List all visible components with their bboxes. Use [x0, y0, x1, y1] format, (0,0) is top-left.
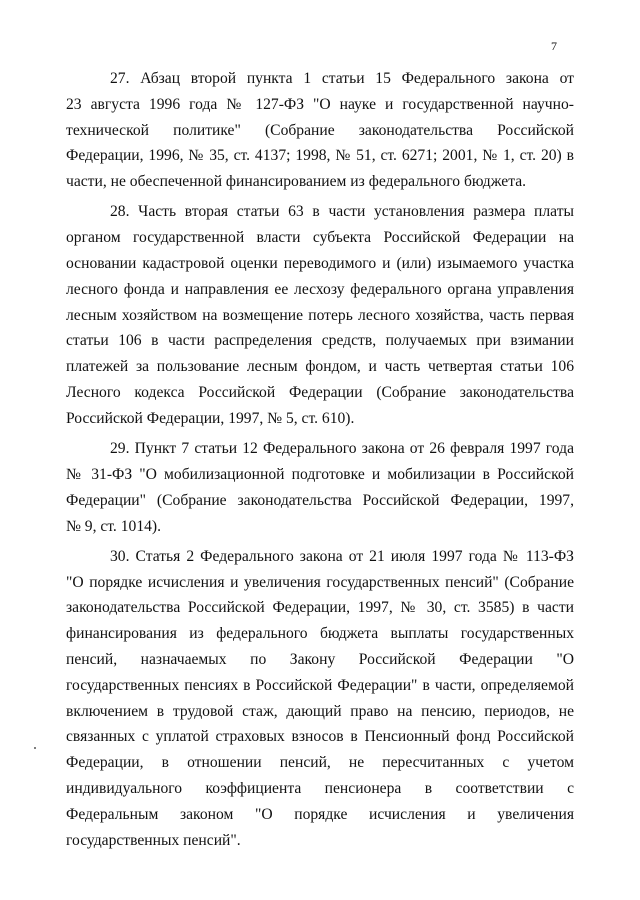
text-line: № 31-ФЗ "О мобилизационной подготовке и мобилизации в Российской — [66, 465, 574, 483]
text-line: основании кадастровой оценки переводимого и (или) изымаемого участка — [66, 255, 574, 273]
text-line: Российской Федерации, 1997, № 5, ст. 610). — [66, 409, 355, 427]
text-line: "О порядке исчисления и увеличения государственных пенсий" (Собрание — [66, 573, 574, 591]
text-line: включением в трудовой стаж, дающий право на пенсию, периодов, не — [66, 702, 574, 720]
text-line: связанных с уплатой страховых взносов в Пенсионный фонд Российской — [66, 728, 574, 746]
text-line: законодательства Российской Федерации, 1997, № 30, ст. 3585) в части — [66, 599, 574, 617]
text-line: статьи 106 в части распределения средств, получаемых при взимании — [66, 332, 574, 350]
text-line: органом государственной власти субъекта Российской Федерации на — [66, 229, 574, 247]
text-line: платежей за пользование лесным фондом, и часть четвертая статьи 106 — [66, 358, 574, 376]
page-number: 7 — [551, 39, 557, 53]
paragraph-29 — [66, 436, 574, 539]
paragraph-28 — [66, 199, 574, 431]
text-line: индивидуального коэффициента пенсионера в соответствии с — [66, 780, 574, 798]
text-line: 27. Абзац второй пункта 1 статьи 15 Федерального закона от — [110, 70, 574, 87]
text-line: лесным хозяйством на возмещение потерь лесного хозяйства, часть первая — [66, 306, 574, 324]
text-line: пенсий, назначаемых по Закону Российской Федерации "О — [66, 651, 574, 669]
text-line: № 9, ст. 1014). — [66, 517, 162, 535]
paragraph-30 — [66, 544, 574, 854]
text-line: Федерации" (Собрание законодательства Российской Федерации, 1997, — [66, 491, 574, 509]
text-line: 28. Часть вторая статьи 63 в части установления размера платы — [110, 203, 574, 221]
text-line: Лесного кодекса Российской Федерации (Собрание законодательства — [66, 384, 574, 402]
text-line: лесного фонда и направления ее лесхозу федерального органа управления — [66, 280, 574, 298]
text-line: Федерации, 1996, № 35, ст. 4137; 1998, № 51, ст. 6271; 2001, № 1, ст. 20) в — [66, 147, 574, 165]
text-line: 29. Пункт 7 статьи 12 Федерального закона от 26 февраля 1997 года — [110, 440, 574, 458]
paragraph-27 — [66, 66, 574, 195]
document-body — [66, 66, 574, 858]
text-line: финансирования из федерального бюджета выплаты государственных — [66, 625, 574, 643]
text-line: государственных пенсий". — [66, 831, 241, 849]
text-line: 23 августа 1996 года № 127-ФЗ "О науке и государственной научно- — [66, 95, 574, 113]
text-line: технической политике" (Собрание законодательства Российской — [66, 121, 574, 139]
text-line: 30. Статья 2 Федерального закона от 21 июля 1997 года № 113-ФЗ — [110, 547, 574, 565]
text-line: Федеральным законом "О порядке исчисления и увеличения — [66, 805, 574, 823]
text-line: государственных пенсиях в Российской Федерации" в части, определяемой — [66, 676, 574, 694]
scan-artifact-dot — [34, 747, 36, 749]
text-line: Федерации, в отношении пенсий, не пересчитанных с учетом — [66, 754, 574, 772]
text-line: части, не обеспеченной финансированием из федерального бюджета. — [66, 173, 527, 191]
